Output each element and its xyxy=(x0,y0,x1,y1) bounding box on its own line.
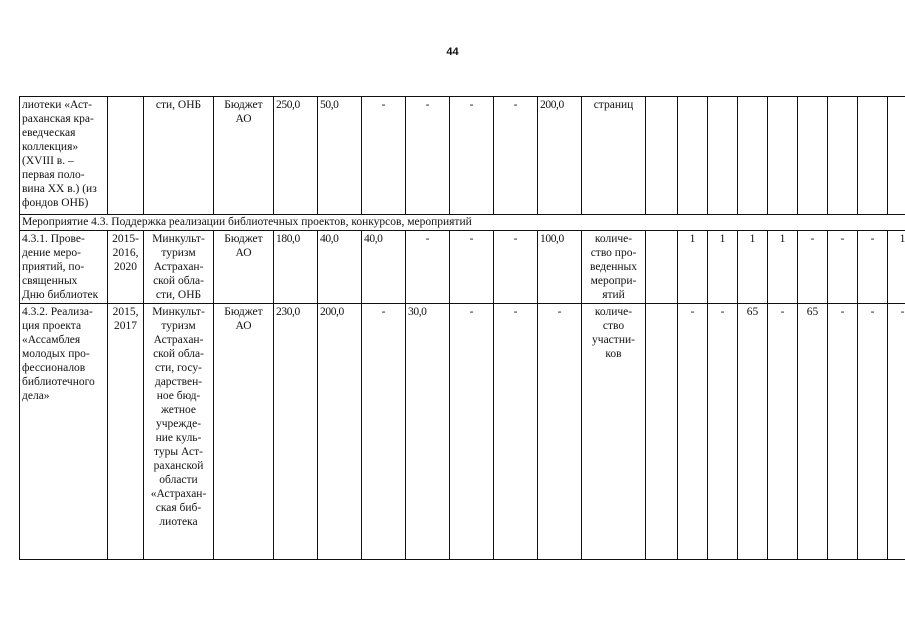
indicator-value: - xyxy=(768,304,798,560)
executor-cell: Минкульт- туризм Астрахан- ской обла- сти, ОНБ xyxy=(144,231,214,304)
indicator-value: - xyxy=(858,231,888,304)
funding-2015: 200,0 xyxy=(318,304,362,560)
executor-cell: Минкульт- туризм Астрахан- ской обла- сти, госу- дарствен- ное бюд- жетное учрежде- ние куль- туры Аст- раханской области «Астрахан- ская биб- лиотека xyxy=(144,304,214,560)
funding-2017: - xyxy=(406,97,450,215)
indicator-value xyxy=(646,304,678,560)
funding-2018: - xyxy=(450,304,494,560)
table-row xyxy=(20,231,905,304)
funding-2015: 40,0 xyxy=(318,231,362,304)
table-row xyxy=(20,304,905,560)
indicator-value xyxy=(678,97,708,215)
indicator-value: - xyxy=(858,304,888,560)
funding-2018: - xyxy=(450,231,494,304)
indicator-value: - xyxy=(888,304,905,560)
indicator-value: 65 xyxy=(798,304,828,560)
indicator-cell: количе- ство участни- ков xyxy=(582,304,646,560)
indicator-value: 1 xyxy=(678,231,708,304)
indicator-value: 1 xyxy=(738,231,768,304)
indicator-value xyxy=(738,97,768,215)
funding-total: 230,0 xyxy=(274,304,318,560)
indicator-value xyxy=(888,97,905,215)
program-table xyxy=(19,96,905,560)
measure-description: 4.3.1. Прове- дение меро- приятий, по- священных Дню библиотек xyxy=(20,231,108,304)
indicator-value: 65 xyxy=(738,304,768,560)
source-cell: Бюджет АО xyxy=(214,97,274,215)
activity-header: Мероприятие 4.3. Поддержка реализации библиотечных проектов, конкурсов, мероприятий xyxy=(20,215,905,231)
indicator-value: 1 xyxy=(888,231,905,304)
indicator-value: - xyxy=(828,231,858,304)
indicator-value xyxy=(768,97,798,215)
indicator-cell: количе- ство про- веденных меропри- ятий xyxy=(582,231,646,304)
indicator-value: 1 xyxy=(768,231,798,304)
indicator-value: - xyxy=(798,231,828,304)
funding-2017: - xyxy=(406,231,450,304)
years-cell xyxy=(108,97,144,215)
table-row xyxy=(20,215,905,231)
indicator-value: - xyxy=(678,304,708,560)
indicator-value: - xyxy=(708,304,738,560)
funding-2019: - xyxy=(494,304,538,560)
funding-2016: 40,0 xyxy=(362,231,406,304)
page-number: 44 xyxy=(446,46,459,58)
funding-2020: - xyxy=(538,304,582,560)
funding-2015: 50,0 xyxy=(318,97,362,215)
indicator-value xyxy=(798,97,828,215)
source-cell: Бюджет АО xyxy=(214,304,274,560)
funding-total: 250,0 xyxy=(274,97,318,215)
indicator-value: - xyxy=(828,304,858,560)
funding-2017: 30,0 xyxy=(406,304,450,560)
indicator-value xyxy=(646,231,678,304)
funding-2020: 200,0 xyxy=(538,97,582,215)
indicator-value xyxy=(646,97,678,215)
indicator-cell: страниц xyxy=(582,97,646,215)
funding-total: 180,0 xyxy=(274,231,318,304)
measure-description: 4.3.2. Реализа- ция проекта «Ассамблея молодых про- фессионалов библиотечного дела» xyxy=(20,304,108,560)
funding-2018: - xyxy=(450,97,494,215)
source-cell: Бюджет АО xyxy=(214,231,274,304)
indicator-value xyxy=(858,97,888,215)
funding-2016: - xyxy=(362,304,406,560)
indicator-value xyxy=(828,97,858,215)
indicator-value: 1 xyxy=(708,231,738,304)
funding-2016: - xyxy=(362,97,406,215)
funding-2020: 100,0 xyxy=(538,231,582,304)
indicator-value xyxy=(708,97,738,215)
years-cell: 2015- 2016, 2020 xyxy=(108,231,144,304)
table-row xyxy=(20,97,905,215)
executor-cell: сти, ОНБ xyxy=(144,97,214,215)
funding-2019: - xyxy=(494,231,538,304)
measure-description: лиотеки «Аст- раханская кра- еведческая коллекция» (XVIII в. – первая поло- вина XX в.) (из фондов ОНБ) xyxy=(20,97,108,215)
years-cell: 2015, 2017 xyxy=(108,304,144,560)
funding-2019: - xyxy=(494,97,538,215)
